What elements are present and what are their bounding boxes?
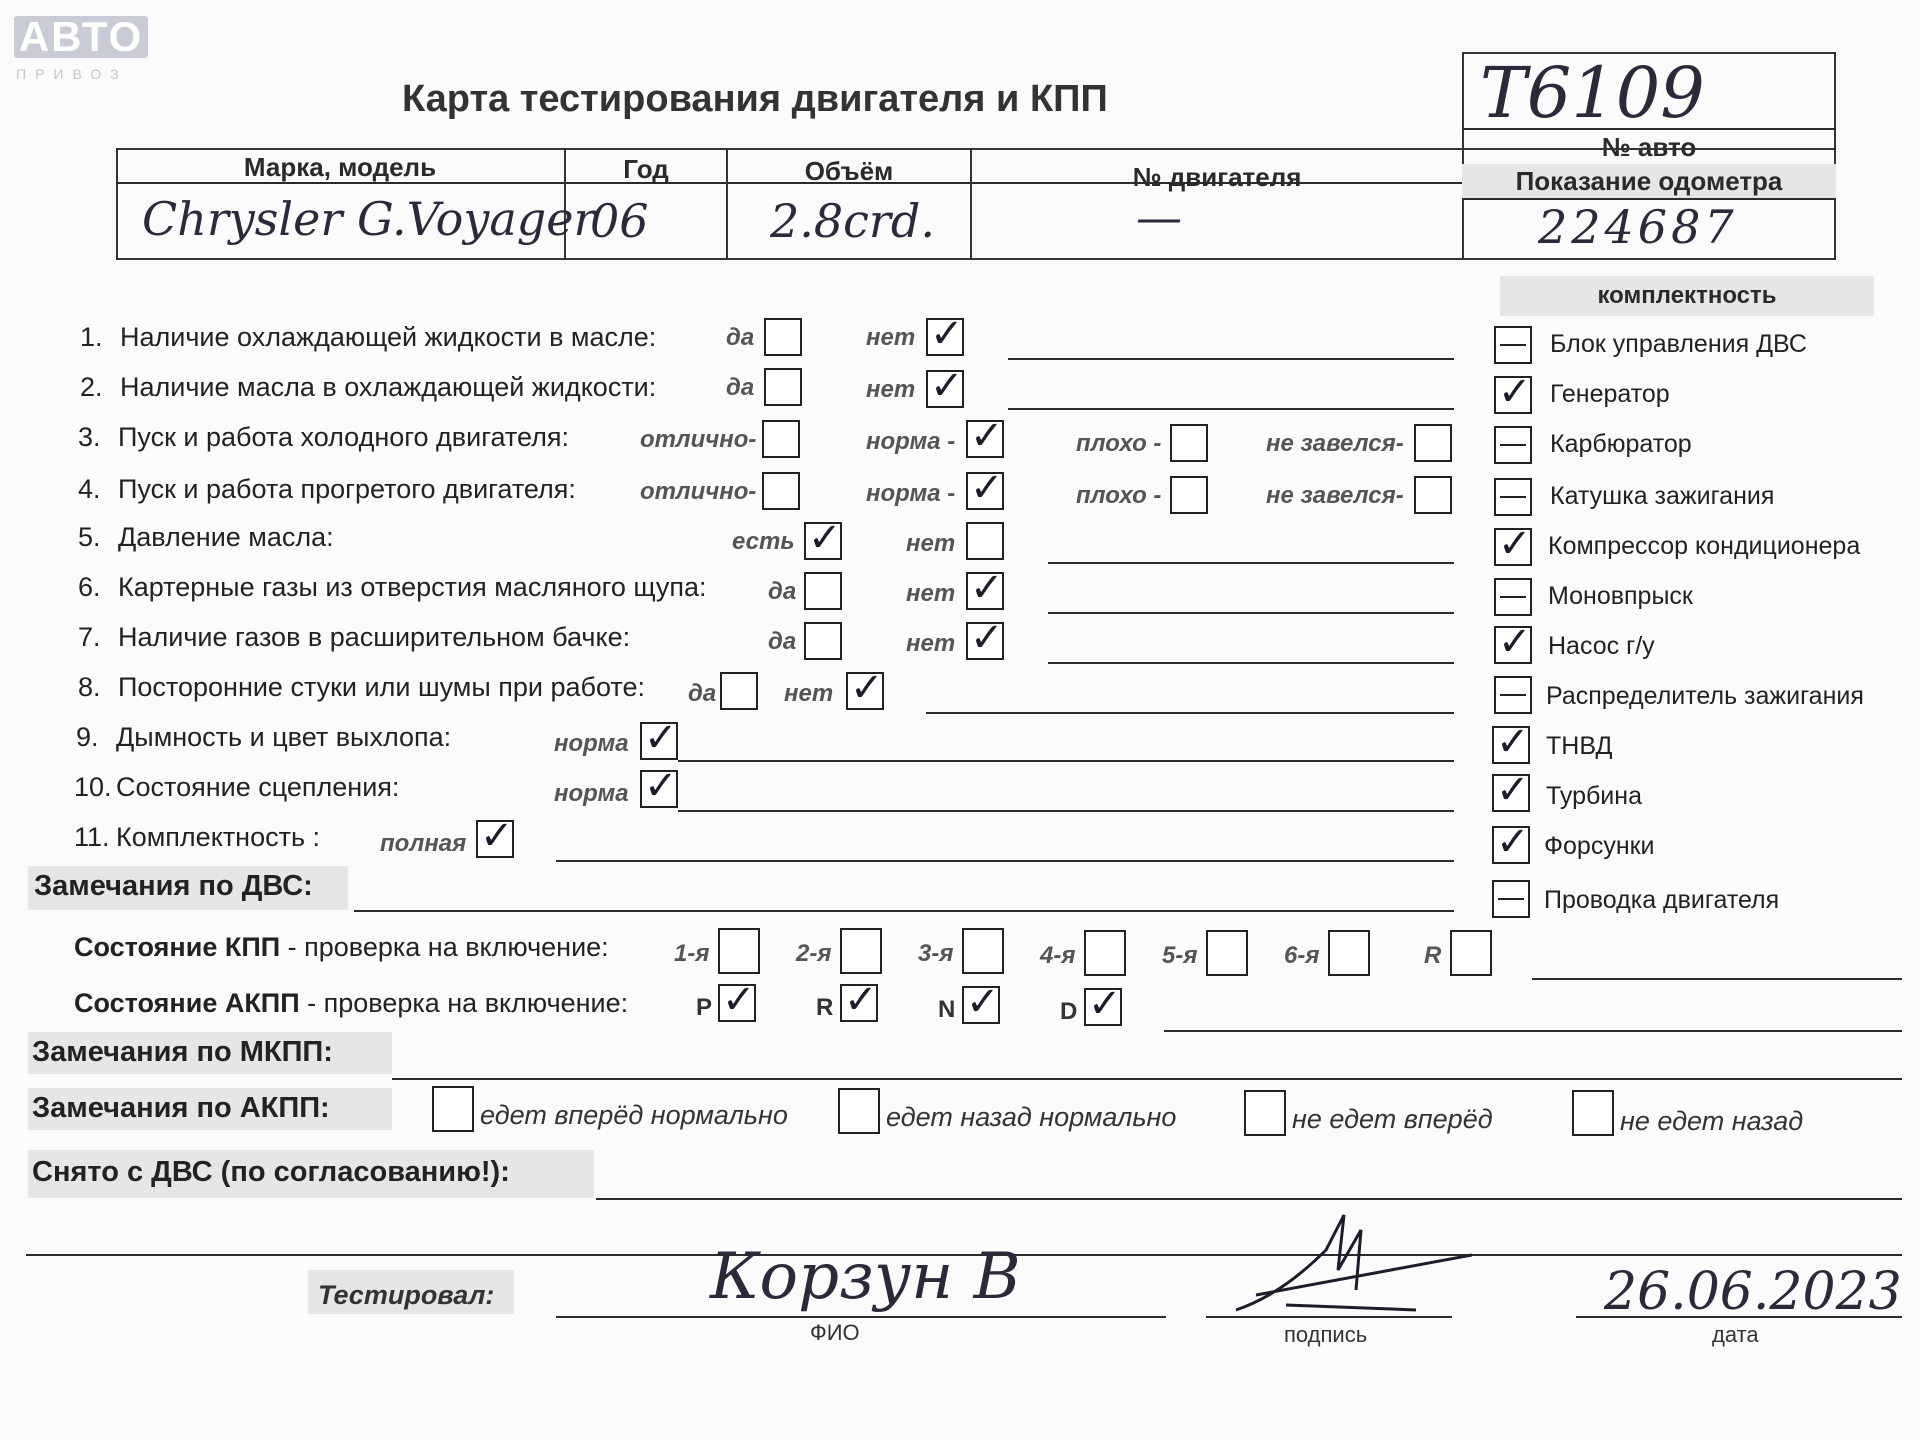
check-number: 9. — [76, 722, 99, 752]
check-number: 2. — [80, 372, 103, 402]
checkbox[interactable] — [764, 318, 802, 356]
option-label: нет — [906, 630, 956, 657]
signature-icon — [1226, 1210, 1472, 1320]
check-number: 4. — [78, 474, 101, 504]
check-number: 3. — [78, 422, 101, 452]
checkbox-dashed[interactable] — [1494, 326, 1532, 364]
mode-label: N — [938, 996, 956, 1023]
option-label: норма - — [866, 428, 956, 455]
note-line — [1048, 662, 1454, 664]
volume-value: 2.8crd. — [770, 194, 935, 248]
date-line — [1576, 1316, 1902, 1318]
option-label: нет — [866, 376, 916, 403]
engine-no-value: — — [1136, 190, 1182, 244]
checkbox[interactable] — [1244, 1090, 1286, 1136]
year-value: 06 — [590, 194, 649, 248]
option-label: едет вперёд нормально — [480, 1100, 788, 1130]
checkbox[interactable] — [1414, 424, 1452, 462]
completeness-item: Распределитель зажигания — [1546, 682, 1864, 710]
remarks-mkpp-line — [392, 1078, 1902, 1080]
option-label: плохо - — [1076, 482, 1162, 509]
note-line — [1008, 408, 1454, 410]
checkbox-checked[interactable] — [476, 820, 514, 858]
car-number-divider — [1462, 128, 1836, 130]
checkbox[interactable] — [840, 928, 882, 974]
option-label: не завелся- — [1266, 430, 1404, 457]
check-number: 5. — [78, 522, 101, 552]
checkbox-checked[interactable] — [1084, 988, 1122, 1026]
option-label: нет — [906, 530, 956, 557]
kpp-label — [74, 932, 609, 963]
option-label: да — [688, 680, 717, 707]
remarks-dvs-label: Замечания по ДВС: — [34, 870, 313, 902]
check-label: Состояние сцепления: — [116, 772, 400, 802]
remarks-mkpp-label: Замечания по МКПП: — [32, 1036, 333, 1068]
checkbox[interactable] — [764, 368, 802, 406]
checkbox-checked[interactable] — [926, 370, 964, 408]
year-label: Год — [623, 154, 669, 184]
checkbox[interactable] — [1206, 930, 1248, 976]
engine-no-label: № двигателя — [1132, 162, 1302, 192]
option-label: едет назад нормально — [886, 1102, 1177, 1132]
checkbox-checked[interactable] — [926, 318, 964, 356]
note-line — [926, 712, 1454, 714]
option-label: норма — [554, 730, 629, 757]
note-line — [1048, 562, 1454, 564]
checkbox-dashed[interactable] — [1494, 478, 1532, 516]
checkbox-checked[interactable] — [640, 770, 678, 808]
gear-label: 6-я — [1284, 942, 1320, 969]
option-label: да — [768, 628, 797, 655]
mode-label: D — [1060, 998, 1078, 1025]
date-label: дата — [1712, 1322, 1759, 1347]
check-number: 6. — [78, 572, 101, 602]
completeness-item: Насос г/у — [1548, 632, 1655, 660]
logo-subtitle: ПРИВОЗ — [16, 66, 128, 82]
kpp-label-bold: Состояние КПП — [74, 932, 281, 962]
checkbox[interactable] — [966, 522, 1004, 560]
logo: АВТО — [14, 16, 148, 58]
option-label: отлично- — [640, 478, 757, 505]
name-label: ФИО — [810, 1320, 860, 1345]
akpp-note-line — [1164, 1030, 1902, 1032]
checkbox[interactable] — [838, 1088, 880, 1134]
removed-line — [596, 1198, 1902, 1200]
check-label: Комплектность : — [116, 822, 321, 852]
option-label: норма — [554, 780, 629, 807]
completeness-item: Генератор — [1550, 380, 1670, 408]
checkbox[interactable] — [1170, 476, 1208, 514]
note-line — [556, 860, 1454, 862]
check-number: 11. — [74, 822, 110, 852]
check-number: 1. — [80, 322, 103, 352]
checkbox-checked[interactable] — [962, 986, 1000, 1024]
note-line — [678, 760, 1454, 762]
option-label: полная — [380, 830, 467, 857]
checkbox-checked[interactable] — [1494, 376, 1532, 414]
option-label: да — [768, 578, 797, 605]
check-label: Давление масла: — [118, 522, 334, 552]
checkbox-dashed[interactable] — [1494, 426, 1532, 464]
completeness-item: Моновпрыск — [1548, 582, 1693, 610]
option-label: не завелся- — [1266, 482, 1404, 509]
checkbox-checked[interactable] — [840, 984, 878, 1022]
checkbox[interactable] — [720, 672, 758, 710]
checkbox-checked[interactable] — [966, 572, 1004, 610]
completeness-item: Форсунки — [1544, 832, 1655, 860]
completeness-item: Турбина — [1546, 782, 1642, 810]
kpp-label-rest: - проверка на включение: — [280, 932, 609, 962]
checkbox-checked[interactable] — [1494, 528, 1532, 566]
checkbox-checked[interactable] — [718, 984, 756, 1022]
checkbox[interactable] — [804, 572, 842, 610]
checkbox[interactable] — [1328, 930, 1370, 976]
check-label: Пуск и работа прогретого двигателя: — [118, 474, 576, 504]
gear-label: 4-я — [1040, 942, 1076, 969]
check-number: 8. — [78, 672, 101, 702]
checkbox[interactable] — [1450, 930, 1492, 976]
check-label: Дымность и цвет выхлопа: — [116, 722, 452, 752]
completeness-item: ТНВД — [1546, 732, 1613, 760]
option-label: не едет назад — [1620, 1106, 1804, 1136]
checkbox-checked[interactable] — [846, 672, 884, 710]
completeness-item: Катушка зажигания — [1550, 482, 1775, 510]
signature-label: подпись — [1284, 1322, 1368, 1347]
akpp-label-bold: Состояние АКПП — [74, 988, 300, 1018]
completeness-item: Проводка двигателя — [1544, 886, 1780, 914]
signature-line — [1206, 1316, 1452, 1318]
check-label: Наличие охлаждающей жидкости в масле: — [120, 322, 657, 352]
checkbox[interactable] — [718, 928, 760, 974]
check-label: Картерные газы из отверстия масляного щупа: — [118, 572, 707, 602]
checkbox[interactable] — [1572, 1090, 1614, 1136]
checkbox-checked[interactable] — [1492, 726, 1530, 764]
checkbox-checked[interactable] — [804, 522, 842, 560]
volume-label: Объём — [804, 156, 894, 186]
gear-label: 2-я — [796, 940, 832, 967]
removed-label: Снято с ДВС (по согласованию!): — [32, 1156, 510, 1188]
completeness-title: комплектность — [1597, 282, 1777, 309]
option-label: есть — [732, 528, 795, 555]
checkbox[interactable] — [1414, 476, 1452, 514]
completeness-item: Карбюратор — [1550, 430, 1692, 458]
make-model-value: Chrysler G.Voyager — [142, 192, 596, 246]
gear-label: 3-я — [918, 940, 954, 967]
kpp-note-line — [1532, 978, 1902, 980]
checkbox[interactable] — [762, 420, 800, 458]
option-label: нет — [784, 680, 834, 707]
note-line — [678, 810, 1454, 812]
option-label: да — [726, 324, 755, 351]
date-value: 26.06.2023 — [1604, 1262, 1902, 1322]
odometer-value: 224687 — [1538, 200, 1738, 254]
checkbox[interactable] — [962, 928, 1004, 974]
option-label: норма - — [866, 480, 956, 507]
checkbox-checked[interactable] — [966, 472, 1004, 510]
checkbox-dashed[interactable] — [1494, 676, 1532, 714]
mode-label: R — [816, 994, 834, 1021]
checkbox[interactable] — [804, 622, 842, 660]
name-line — [556, 1316, 1166, 1318]
check-label: Посторонние стуки или шумы при работе: — [118, 672, 645, 702]
car-number-value: T6109 — [1480, 52, 1705, 134]
gear-label: 1-я — [674, 940, 710, 967]
check-number: 7. — [78, 622, 101, 652]
checkbox[interactable] — [1084, 930, 1126, 976]
checkbox-checked[interactable] — [966, 622, 1004, 660]
gear-label: R — [1424, 942, 1442, 969]
tested-name-value: Корзун В — [710, 1240, 1021, 1314]
odometer-label: Показание одометра — [1515, 166, 1783, 196]
option-label: нет — [906, 580, 956, 607]
check-label: Наличие газов в расширительном бачке: — [118, 622, 631, 652]
page-title: Карта тестирования двигателя и КПП — [402, 78, 1108, 120]
completeness-item: Блок управления ДВС — [1550, 330, 1807, 358]
tested-label: Тестировал: — [318, 1280, 495, 1310]
checkbox-checked[interactable] — [1494, 626, 1532, 664]
checkbox-checked[interactable] — [640, 722, 678, 760]
completeness-item: Компрессор кондиционера — [1548, 532, 1861, 560]
note-line — [1048, 612, 1454, 614]
mode-label: P — [696, 994, 713, 1021]
checkbox-checked[interactable] — [966, 420, 1004, 458]
option-label: плохо - — [1076, 430, 1162, 457]
option-label: не едет вперёд — [1292, 1104, 1493, 1134]
gear-label: 5-я — [1162, 942, 1198, 969]
car-number-label: № авто — [1601, 132, 1697, 162]
checkbox[interactable] — [762, 472, 800, 510]
checkbox-dashed[interactable] — [1492, 880, 1530, 918]
make-model-label: Марка, модель — [243, 152, 437, 182]
akpp-label — [74, 988, 628, 1019]
option-label: отлично- — [640, 426, 757, 453]
check-label: Пуск и работа холодного двигателя: — [118, 422, 569, 452]
remarks-dvs-line — [354, 910, 1454, 912]
option-label: нет — [866, 324, 916, 351]
checkbox-checked[interactable] — [1492, 774, 1530, 812]
check-label: Наличие масла в охлаждающей жидкости: — [120, 372, 657, 402]
option-label: да — [726, 374, 755, 401]
note-line — [1008, 358, 1454, 360]
checkbox-dashed[interactable] — [1494, 578, 1532, 616]
remarks-akpp-label: Замечания по АКПП: — [32, 1092, 330, 1124]
checkbox[interactable] — [432, 1086, 474, 1132]
checkbox-checked[interactable] — [1492, 826, 1530, 864]
akpp-label-rest: - проверка на включение: — [299, 988, 629, 1018]
check-number: 10. — [74, 772, 112, 802]
checkbox[interactable] — [1170, 424, 1208, 462]
